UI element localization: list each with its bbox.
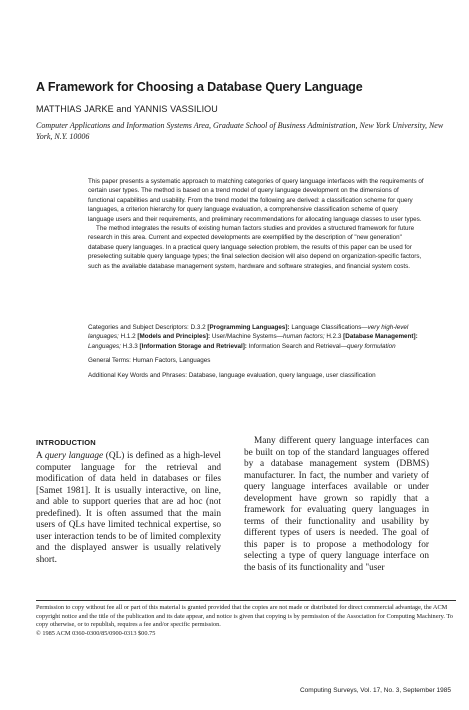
abstract bbox=[88, 177, 424, 271]
category-subject: human factors; bbox=[282, 333, 325, 341]
category-code: H.3.3 bbox=[122, 342, 138, 350]
body-text-article: A bbox=[36, 451, 43, 461]
category-detail: Information Search and Retrieval— bbox=[248, 342, 348, 350]
copyright-line: © 1985 ACM 0360-0300/85/0900-0313 $00.75 bbox=[36, 629, 156, 637]
category-code: D.3.2 bbox=[190, 324, 206, 331]
body-text: (QL) is defined as a high-level computer language for the retrieval and modification of data held in databases or files [Samet 1981]. It is usually interactive, on line, and able to support queries that are ad hoc (not predefined). It is often assumed that the main users of QLs have limited technical expertise, so user interaction tends to be of limited complexity and the displayed answer is usually relatively short. bbox=[36, 451, 222, 565]
category-detail: Language Classifications— bbox=[291, 324, 368, 331]
body-column-right bbox=[244, 436, 429, 574]
category-name: [Programming Languages]: bbox=[207, 324, 290, 331]
footnote-divider bbox=[36, 600, 456, 601]
category-subject: very high-level languages; bbox=[88, 324, 409, 341]
body-paragraph bbox=[36, 451, 221, 566]
category-name: [Models and Principles]: bbox=[137, 333, 211, 341]
article-title: A Framework for Choosing a Database Query Language bbox=[36, 80, 363, 94]
category-name: [Information Storage and Retrieval]: bbox=[139, 342, 247, 350]
category-detail: User/Machine Systems— bbox=[211, 333, 283, 341]
body-column-left bbox=[36, 451, 221, 566]
abstract-paragraph-1: This paper presents a systematic approach to matching categories of query language interfaces with the requirements of certain user types. The method is based on a trend model of query language development on the dimensions of functional capabilities and usability. From the trend model the following are derived: a classification scheme for query languages, a criterion hierarchy for query language evaluation, a comprehensive classification scheme of query language users and their requirements, and preliminary recommendations for allocating language classes to user types. bbox=[88, 178, 424, 223]
permission-text: Permission to copy without fee all or part of this material is granted provided that the copies are not made or distributed for direct commercial advantage, the ACM copyright notice and the title of the publication and its date appear, and notice is given that copying is by permission of the Association for Computing Machinery. To copy otherwise, or to republish, requires a fee and/or specific permission. bbox=[36, 604, 453, 628]
category-subject: query formulation bbox=[347, 342, 396, 350]
general-terms: General Terms: Human Factors, Languages bbox=[88, 357, 211, 365]
author-affiliation: Computer Applications and Information Systems Area, Graduate School of Business Administration, New York University, New York, N.Y. 10006 bbox=[36, 121, 444, 141]
additional-keywords: Additional Key Words and Phrases: Database, language evaluation, query language, user classification bbox=[88, 371, 376, 379]
body-paragraph: Many different query language interfaces can be built on top of the standard languages offered by a database management system (DBMS) manufacturer. In fact, the number and variety of query language interfaces available or under development have grown so rapidly that a framework for evaluating query languages in terms of their functionality and usability by different types of users is needed. The goal of this paper is to propose a methodology for selecting a type of query language interface on the basis of its functionality and "user bbox=[244, 436, 429, 573]
category-subject: Languages; bbox=[88, 342, 121, 350]
category-name: [Database Management]: bbox=[343, 333, 418, 341]
running-footer: Computing Surveys, Vol. 17, No. 3, September 1985 bbox=[299, 687, 451, 694]
abstract-paragraph-2: The method integrates the results of existing human factors studies and provides a structured framework for future research in this area. Current and expected developments are exemplified by the description of "new generation" database query languages. In a practical query language selection problem, the results of this paper can be used for preselecting suitable query language types; the final selection decision will also depend on organization-specific factors, such as the available database management system, hardware and software strategies, and financial system costs. bbox=[88, 225, 422, 270]
category-code: H.1.2 bbox=[120, 333, 136, 341]
subject-descriptors-label: Categories and Subject Descriptors: bbox=[88, 324, 189, 331]
section-heading-introduction: INTRODUCTION bbox=[36, 438, 96, 447]
permission-notice bbox=[36, 604, 456, 638]
body-term: query language bbox=[44, 451, 104, 461]
subject-descriptors bbox=[88, 323, 424, 351]
article-authors: MATTHIAS JARKE and YANNIS VASSILIOU bbox=[36, 104, 218, 114]
classification-block bbox=[88, 323, 424, 385]
category-code: H.2.3 bbox=[326, 333, 342, 341]
